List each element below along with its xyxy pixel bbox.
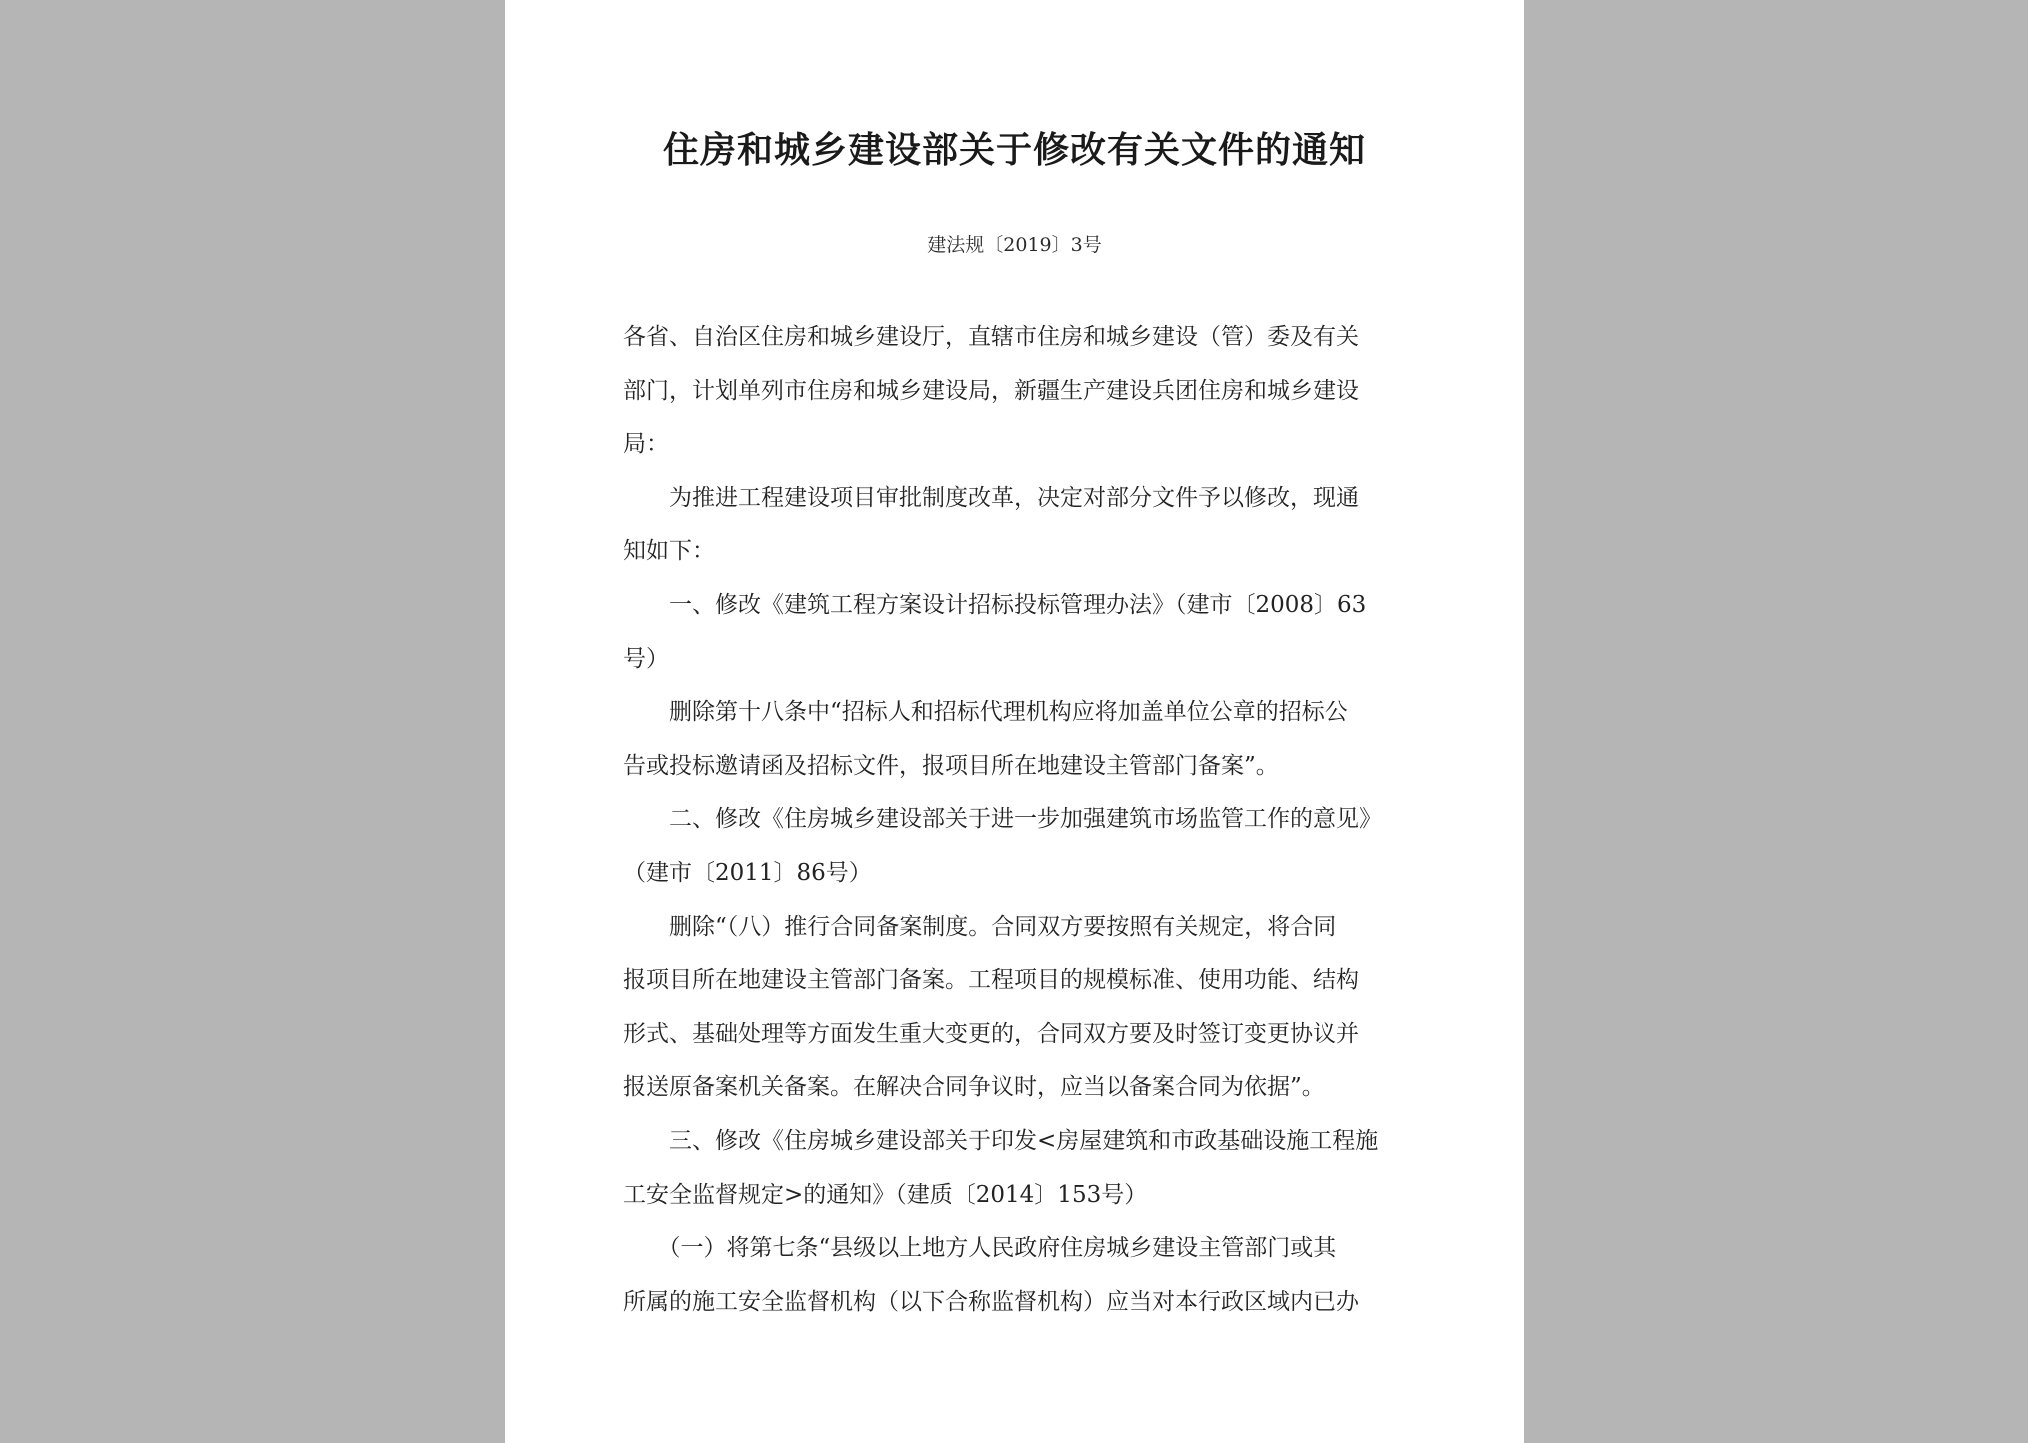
body-line: （建市〔2011〕86号） (623, 859, 872, 886)
body-line: 各省、自治区住房和城乡建设厅，直辖市住房和城乡建设（管）委及有关 (623, 324, 1359, 350)
body-line: （一）将第七条“县级以上地方人民政府住房城乡建设主管部门或其 (623, 1235, 1337, 1262)
body-line: 告或投标邀请函及招标文件，报项目所在地建设主管部门备案”。 (623, 752, 1279, 779)
body-line: 知如下： (623, 538, 715, 565)
body-line: 删除第十八条中“招标人和招标代理机构应将加盖单位公章的招标公 (623, 699, 1348, 726)
body-line: 报项目所在地建设主管部门备案。工程项目的规模标准、使用功能、结构 (623, 967, 1359, 994)
document-number: 建法规〔2019〕3号 (927, 234, 1102, 256)
document-title: 住房和城乡建设部关于修改有关文件的通知 (662, 129, 1366, 171)
body-line: 三、修改《住房城乡建设部关于印发<房屋建筑和市政基础设施工程施 (623, 1127, 1379, 1154)
body-line: 工安全监督规定>的通知》（建质〔2014〕153号） (623, 1181, 1148, 1208)
body-line: 部门，计划单列市住房和城乡建设局，新疆生产建设兵团住房和城乡建设 (623, 377, 1359, 404)
body-line: 报送原备案机关备案。在解决合同争议时，应当以备案合同为依据”。 (623, 1074, 1325, 1101)
body-line: 局： (623, 431, 669, 458)
body-line: 为推进工程建设项目审批制度改革，决定对部分文件予以修改，现通 (623, 484, 1359, 511)
body-line: 所属的施工安全监督机构（以下合称监督机构）应当对本行政区域内已办 (623, 1288, 1359, 1315)
body-line: 号） (623, 645, 669, 672)
document-body (623, 311, 1403, 1329)
body-line: 二、修改《住房城乡建设部关于进一步加强建筑市场监管工作的意见》 (623, 806, 1382, 833)
document-page (505, 0, 1524, 1443)
body-line: 一、修改《建筑工程方案设计招标投标管理办法》（建市〔2008〕63 (623, 591, 1367, 618)
body-line: 形式、基础处理等方面发生重大变更的，合同双方要及时签订变更协议并 (623, 1020, 1359, 1047)
body-line: 删除“（八）推行合同备案制度。合同双方要按照有关规定，将合同 (623, 913, 1337, 940)
